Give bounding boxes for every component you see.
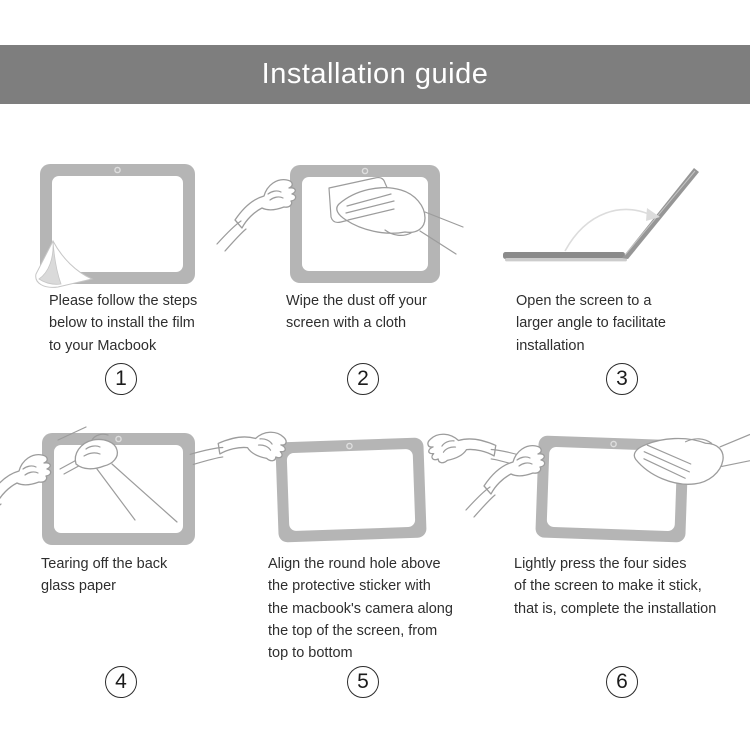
step-number: 1 <box>115 367 127 390</box>
step-number-badge <box>105 666 137 698</box>
step-6-caption <box>514 553 716 620</box>
laptop-open-angle-illustration <box>495 155 740 277</box>
caption-line: Open the screen to a <box>516 293 652 309</box>
step-5-caption <box>268 553 453 664</box>
caption-line: installation <box>516 337 585 354</box>
caption-line: below to install the film <box>49 315 195 332</box>
step-number: 6 <box>616 670 628 693</box>
step-number-badge <box>105 363 137 395</box>
caption-line: to your Macbook <box>49 337 157 354</box>
press-edges-illustration <box>478 418 750 555</box>
step-2-caption <box>286 290 427 335</box>
left-pressing-hand <box>466 446 545 517</box>
step-number-badge <box>606 363 638 395</box>
step-number: 2 <box>357 367 369 390</box>
caption-line: larger angle to facilitate <box>516 315 666 332</box>
caption-line: Wipe the dust off your <box>286 293 427 309</box>
caption-line: Please follow the steps <box>49 293 198 309</box>
step-4-caption <box>41 553 167 598</box>
header-bar <box>0 45 750 104</box>
caption-line: top to bottom <box>268 645 353 662</box>
caption-line: of the screen to make it stick, <box>514 578 702 595</box>
caption-line: the top of the screen, from <box>268 622 438 639</box>
caption-line: Align the round hole above <box>268 556 441 572</box>
step-number-badge <box>606 666 638 698</box>
step-1-caption <box>49 290 197 357</box>
caption-line: Tearing off the back <box>41 556 168 572</box>
step-number-badge <box>347 666 379 698</box>
align-film-illustration <box>233 416 495 556</box>
step-number: 4 <box>115 670 127 693</box>
wipe-screen-illustration <box>233 148 485 292</box>
screen-film-peel-illustration <box>28 156 212 292</box>
caption-line: glass paper <box>41 578 116 595</box>
caption-line: the protective sticker with <box>268 578 431 595</box>
holding-hand <box>217 180 296 251</box>
step-number-badge <box>347 363 379 395</box>
laptop-base <box>503 252 625 259</box>
caption-line: Lightly press the four sides <box>514 556 687 572</box>
step-number: 3 <box>616 367 628 390</box>
page-title: Installation guide <box>261 58 489 90</box>
caption-line: that is, complete the installation <box>514 600 717 617</box>
tear-backing-illustration <box>0 423 245 558</box>
step-3-caption <box>516 290 666 357</box>
caption-line: screen with a cloth <box>286 315 407 332</box>
caption-line: the macbook's camera along <box>268 600 453 617</box>
step-number: 5 <box>357 670 369 693</box>
